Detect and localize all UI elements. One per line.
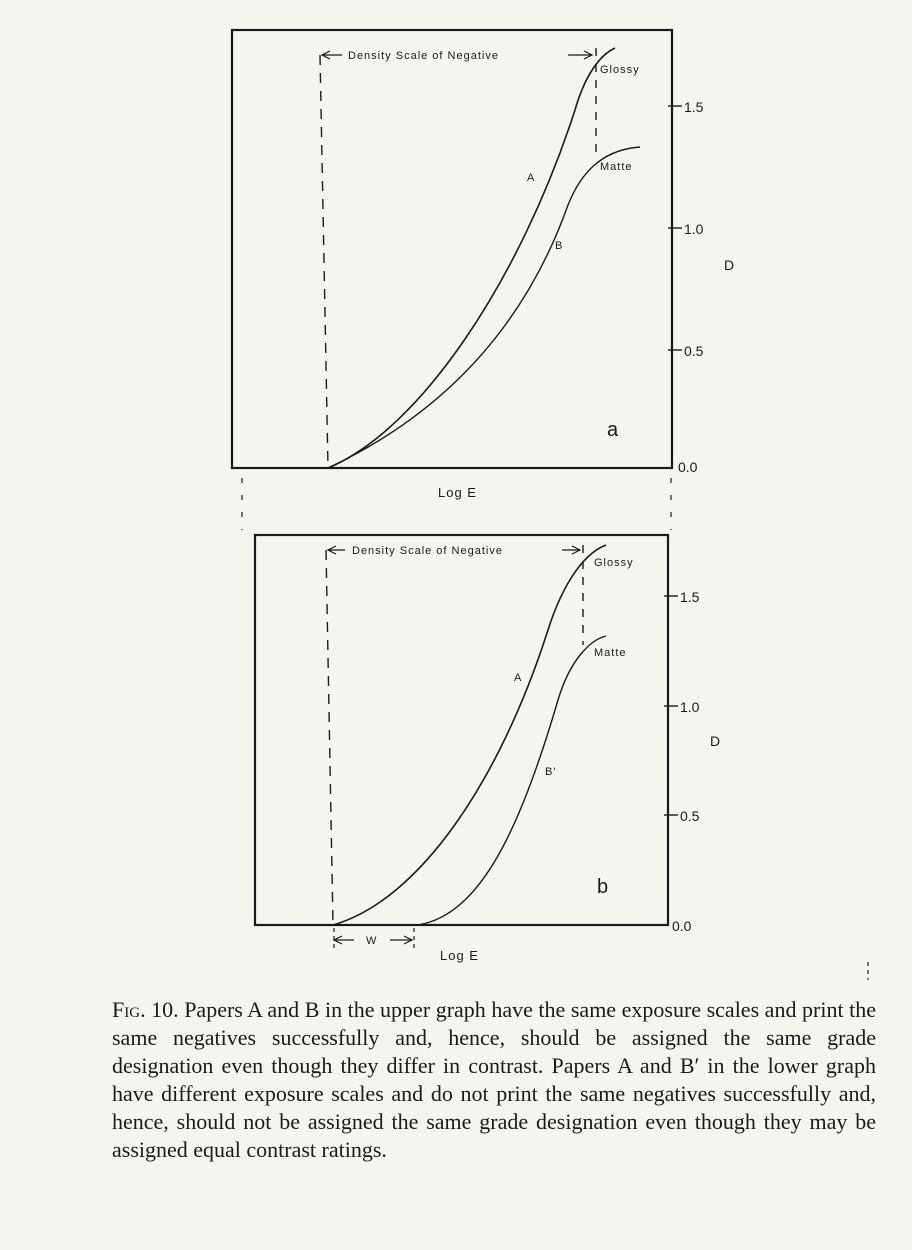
- upper-y-tick-0-0: 0.0: [678, 459, 698, 475]
- upper-y-tick-1-0: 1.0: [684, 221, 704, 237]
- upper-matte-label: Matte: [600, 161, 633, 173]
- upper-y-tick-1-5: 1.5: [684, 99, 704, 115]
- lower-w-label: W: [366, 935, 378, 947]
- upper-curve-a-label: A: [527, 172, 536, 184]
- upper-x-axis-label: Log E: [438, 485, 477, 500]
- upper-panel-label: a: [607, 419, 619, 441]
- lower-y-tick-1-0: 1.0: [680, 699, 700, 715]
- lower-y-axis-label: D: [710, 733, 721, 749]
- lower-y-tick-0-5: 0.5: [680, 808, 700, 824]
- lower-curve-a: [333, 545, 609, 925]
- figure-caption: [112, 996, 876, 1164]
- upper-graph-frame: [232, 30, 672, 468]
- lower-curve-a-label: A: [514, 672, 523, 684]
- upper-density-scale-label: Density Scale of Negative: [348, 50, 499, 62]
- lower-x-axis-label: Log E: [440, 948, 479, 963]
- upper-y-tick-0-5: 0.5: [684, 343, 704, 359]
- lower-matte-label: Matte: [594, 647, 627, 659]
- lower-curve-b: [418, 636, 609, 925]
- lower-y-tick-1-5: 1.5: [680, 589, 700, 605]
- lower-panel-label: b: [597, 876, 609, 898]
- caption-text: Papers A and B in the upper graph have the same exposure scales and print the same negatives successfully and, hence, should be assigned the same grade designation even though they differ in contrast. Papers A and B′ in the lower graph have different exposure scales and do not print the same negatives successfully and, hence, should not be assigned the same grade designation even though they may be assigned equal contrast ratings.: [112, 997, 876, 1162]
- lower-graph-frame: [255, 535, 668, 925]
- upper-curve-b: [328, 147, 640, 468]
- upper-density-left-dash: [320, 55, 328, 468]
- upper-y-axis-label: D: [724, 257, 735, 273]
- lower-density-scale-label: Density Scale of Negative: [352, 545, 503, 557]
- upper-curve-a: [328, 48, 615, 468]
- caption-label: Fig. 10.: [112, 997, 179, 1022]
- lower-density-left-dash: [326, 550, 333, 925]
- lower-glossy-label: Glossy: [594, 557, 634, 569]
- lower-curve-b-label: B': [545, 766, 557, 778]
- upper-curve-b-label: B: [555, 240, 564, 252]
- lower-y-tick-0-0: 0.0: [672, 918, 692, 934]
- upper-glossy-label: Glossy: [600, 64, 640, 76]
